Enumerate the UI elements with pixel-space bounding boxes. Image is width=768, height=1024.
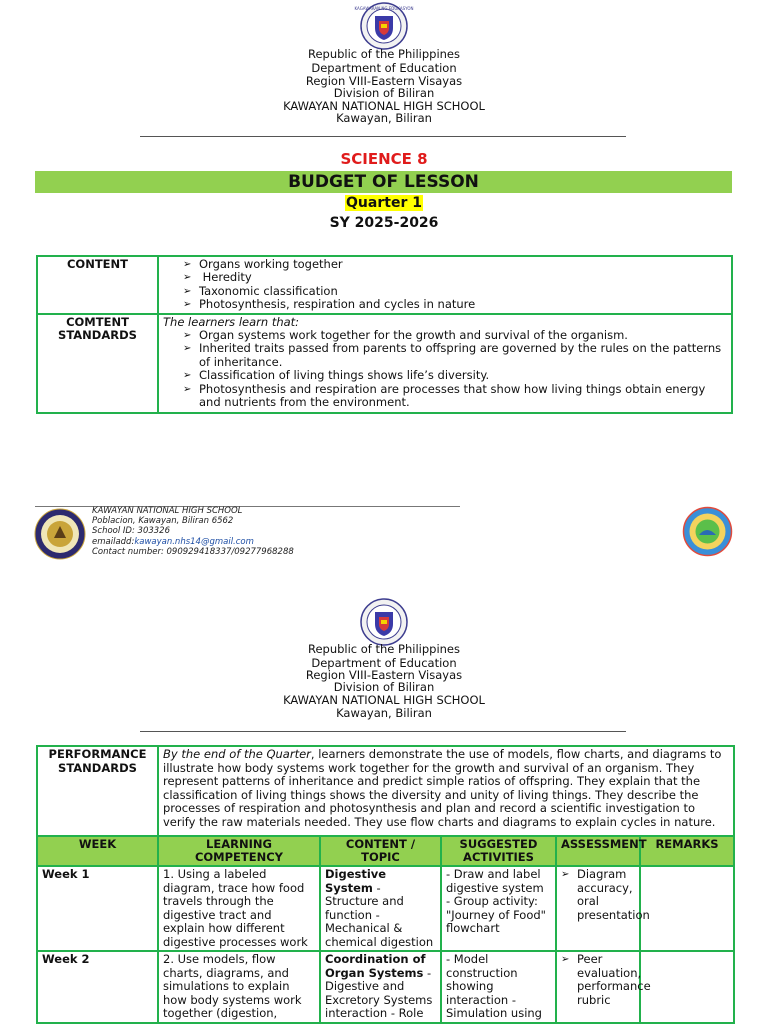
content-label: CONTENT [37, 256, 158, 314]
header-region: Region VIII-Eastern Visayas [305, 74, 463, 88]
school-logo-icon [34, 508, 86, 560]
header-school: KAWAYAN NATIONAL HIGH SCHOOL [283, 99, 485, 113]
performance-row [37, 746, 734, 836]
column-header: ASSESSMENT [556, 836, 640, 866]
header-school: KAWAYAN NATIONAL HIGH SCHOOL [283, 693, 485, 707]
competency-cell: 2. Use models, flow charts, diagrams, and simulations to explain how body systems work together (digestion, [158, 951, 320, 1023]
content-list [163, 258, 727, 312]
footer-email: emailadd:kawayan.nhs14@gmail.com [92, 536, 254, 547]
standards-label: COMTENT STANDARDS [37, 314, 158, 414]
activities-cell: - Draw and label digestive system - Group activity: "Journey of Food" flowchart [441, 866, 556, 951]
header-divider [140, 136, 626, 137]
standards-row [37, 314, 732, 414]
subject-title: SCIENCE 8 [340, 150, 428, 168]
remarks-cell [640, 866, 734, 951]
assessment-cell: ➢ Diagram accuracy, oral presentation [556, 866, 640, 951]
performance-label: PERFORMANCE STANDARDS [37, 746, 158, 836]
header-department: Department of Education [311, 656, 457, 670]
header-place: Kawayan, Biliran [336, 111, 432, 125]
footer-school-id: School ID: 303326 [92, 526, 170, 537]
competency-cell: 1. Using a labeled diagram, trace how food travels through the digestive tract and explain how different digestive processes work [158, 866, 320, 951]
table-row [37, 866, 734, 951]
remarks-cell [640, 951, 734, 1023]
header-region: Region VIII-Eastern Visayas [305, 668, 463, 682]
week-cell: Week 1 [37, 866, 158, 951]
document-title: BUDGET OF LESSON [35, 171, 732, 193]
header-department: Department of Education [311, 61, 457, 75]
quarter-highlight: Quarter 1 [346, 195, 422, 211]
table-header-row [37, 836, 734, 866]
header-place: Kawayan, Biliran [336, 706, 432, 720]
column-header: WEEK [37, 836, 158, 866]
week-cell: Week 2 [37, 951, 158, 1023]
quarter-label [0, 195, 768, 211]
column-header: CONTENT / TOPIC [320, 836, 441, 866]
standards-intro: The learners learn that: [163, 314, 300, 329]
column-header: SUGGESTED ACTIVITIES [441, 836, 556, 866]
email-link[interactable]: kawayan.nhs14@gmail.com [134, 536, 254, 547]
header-division: Division of Biliran [333, 86, 435, 100]
standards-list [163, 329, 727, 409]
header-republic: Republic of the Philippines [307, 47, 461, 61]
header-divider [140, 731, 626, 732]
deped-seal-icon [360, 598, 408, 646]
topic-cell: Coordination of Organ Systems - Digestive and Excretory Systems interaction - Role [320, 951, 441, 1023]
footer-address: Poblacion, Kawayan, Biliran 6562 [92, 516, 234, 527]
school-year: SY 2025-2026 [329, 215, 439, 231]
list-item: ➢ Organs working together [183, 257, 343, 271]
performance-text: By the end of the Quarter, learners demonstrate the use of models, flow charts, and diagrams to illustrate how body systems work together for the growth and survival of an organism. They represent patterns of inheritance and predict simple ratios of offspring. They explain that the classification of living things shows the diversity and unity of living things. They describe the processes of respiration and photosynthesis and plan and record a scientific investigation to verify the raw materials needed. They use flow charts and diagrams to explain cycles in nature. [158, 746, 734, 836]
footer-info [92, 506, 294, 557]
header-republic: Republic of the Philippines [307, 642, 461, 656]
list-item: ➢ Inherited traits passed from parents to offspring are governed by the rules on the patterns of inheritance. [183, 341, 722, 369]
list-item: ➢ Taxonomic classification [183, 283, 338, 298]
footer-contact: Contact number: 09092941833​7/09277968288 [92, 546, 294, 557]
list-item: ➢ Classification of living things shows life’s diversity. [183, 368, 490, 383]
list-item: ➢ Photosynthesis, respiration and cycles in nature [183, 297, 476, 312]
column-header: REMARKS [640, 836, 734, 866]
column-header: LEARNING COMPETENCY [158, 836, 320, 866]
standards-cell [158, 314, 732, 414]
table-row [37, 951, 734, 1023]
content-table [36, 255, 733, 414]
content-row [37, 256, 732, 314]
list-item: ➢ Photosynthesis and respiration are processes that show how living things obtain energy and nutrients from the environment. [183, 381, 706, 410]
lesson-table [36, 745, 735, 1024]
footer-school: KAWAYAN NATIONAL HIGH SCHOOL [92, 506, 243, 516]
assessment-cell: ➢ Peer evaluation, performance rubric [556, 951, 640, 1023]
topic-cell: Digestive System - Structure and function - Mechanical & chemical digestion [320, 866, 441, 951]
svg-text:KAGAWARAN NG EDUKASYON: KAGAWARAN NG EDUKASYON [354, 6, 414, 11]
list-item: ➢ Organ systems work together for the growth and survival of the organism. [183, 328, 628, 343]
content-cell [158, 256, 732, 314]
deped-seal-icon [354, 2, 414, 50]
header-division: Division of Biliran [333, 680, 435, 694]
list-item: ➢ Heredity [183, 270, 252, 285]
division-logo-icon [683, 507, 732, 556]
activities-cell: - Model construction showing interaction - Simulation using [441, 951, 556, 1023]
